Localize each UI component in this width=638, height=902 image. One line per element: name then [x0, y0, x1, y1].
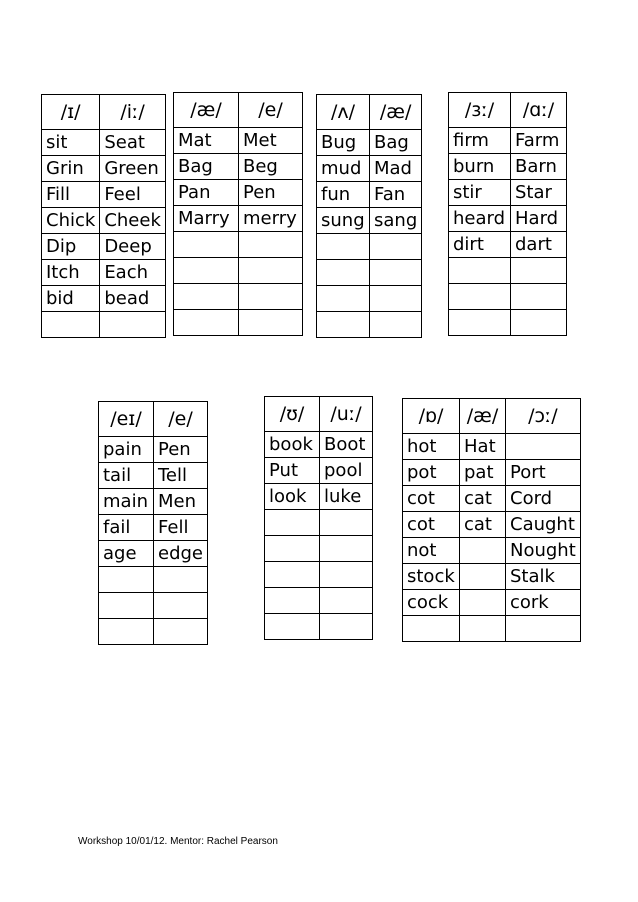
table-cell: Seat	[100, 130, 166, 156]
table-row	[449, 180, 567, 206]
table-cell: Star	[511, 180, 567, 206]
table-row	[449, 128, 567, 154]
table-row	[174, 284, 303, 310]
table-cell: main	[99, 489, 154, 515]
table-cell	[320, 614, 373, 640]
table-cell	[154, 567, 208, 593]
table-cell	[317, 234, 370, 260]
table-cell: merry	[239, 206, 303, 232]
table-cell: sit	[42, 130, 100, 156]
table-row	[42, 156, 166, 182]
table-cell: mud	[317, 156, 370, 182]
table-cell: Put	[265, 458, 320, 484]
table-cell	[174, 284, 239, 310]
table-cell	[506, 616, 581, 642]
table-cell: dart	[511, 232, 567, 258]
table-row	[265, 562, 373, 588]
table-cell: Bag	[174, 154, 239, 180]
table-cell	[460, 538, 506, 564]
table-cell: bead	[100, 286, 166, 312]
table-cell	[239, 284, 303, 310]
table-cell: pool	[320, 458, 373, 484]
table-cell: Green	[100, 156, 166, 182]
column-header: /ɑː/	[511, 93, 567, 128]
table-cell	[265, 588, 320, 614]
table-row	[174, 258, 303, 284]
column-header: /æ/	[174, 93, 239, 128]
table-cell	[460, 564, 506, 590]
column-header: /iː/	[100, 95, 166, 130]
table-cell	[320, 588, 373, 614]
table-cell: cat	[460, 486, 506, 512]
table-row	[403, 460, 581, 486]
table-cell: Pen	[154, 437, 208, 463]
table-cell	[174, 310, 239, 336]
vowel-table-u-a	[316, 94, 422, 338]
table-row	[265, 432, 373, 458]
table-cell	[449, 258, 511, 284]
table-cell: pain	[99, 437, 154, 463]
table-cell: Hard	[511, 206, 567, 232]
table-cell	[174, 232, 239, 258]
table-cell	[320, 510, 373, 536]
table-cell: cat	[460, 512, 506, 538]
table-cell: Bag	[370, 130, 422, 156]
table-cell	[99, 619, 154, 645]
table-cell	[265, 614, 320, 640]
column-header: /uː/	[320, 397, 373, 432]
table-cell: Beg	[239, 154, 303, 180]
table-cell: firm	[449, 128, 511, 154]
table-cell	[239, 258, 303, 284]
table-row	[42, 286, 166, 312]
table-cell: fail	[99, 515, 154, 541]
table-cell	[99, 593, 154, 619]
table-cell: Deep	[100, 234, 166, 260]
table-cell	[154, 619, 208, 645]
table-row	[174, 310, 303, 336]
table-cell	[370, 312, 422, 338]
column-header: /ɔː/	[506, 399, 581, 434]
table-cell: Fill	[42, 182, 100, 208]
table-cell	[511, 258, 567, 284]
table-row	[174, 206, 303, 232]
table-cell: Grin	[42, 156, 100, 182]
table-cell: burn	[449, 154, 511, 180]
footer-text: Workshop 10/01/12. Mentor: Rachel Pearson	[78, 836, 278, 847]
column-header: /e/	[239, 93, 303, 128]
table-row	[99, 541, 208, 567]
table-row	[99, 463, 208, 489]
table-cell: Barn	[511, 154, 567, 180]
table-row	[174, 232, 303, 258]
table-row	[403, 616, 581, 642]
table-cell	[154, 593, 208, 619]
table-cell: tail	[99, 463, 154, 489]
table-row	[42, 182, 166, 208]
table-row	[265, 510, 373, 536]
table-row	[317, 208, 422, 234]
table-cell: cot	[403, 512, 460, 538]
table-cell: stock	[403, 564, 460, 590]
table-cell	[265, 510, 320, 536]
table-row	[99, 515, 208, 541]
column-header: /ɪ/	[42, 95, 100, 130]
table-row	[403, 434, 581, 460]
table-cell	[239, 232, 303, 258]
table-row	[403, 538, 581, 564]
table-row	[317, 312, 422, 338]
table-cell: heard	[449, 206, 511, 232]
table-cell: Marry	[174, 206, 239, 232]
table-row	[403, 564, 581, 590]
table-cell	[265, 562, 320, 588]
table-cell: Hat	[460, 434, 506, 460]
table-cell: fun	[317, 182, 370, 208]
table-row	[403, 486, 581, 512]
table-cell: pot	[403, 460, 460, 486]
table-cell	[317, 286, 370, 312]
column-header: /ɜː/	[449, 93, 511, 128]
table-cell: Caught	[506, 512, 581, 538]
vowel-table-oo-uu	[264, 396, 373, 640]
table-row	[99, 619, 208, 645]
table-cell	[317, 260, 370, 286]
vowel-table-ei-e	[98, 401, 208, 645]
table-cell: Cord	[506, 486, 581, 512]
table-cell	[174, 258, 239, 284]
table-row	[317, 156, 422, 182]
table-cell	[403, 616, 460, 642]
table-cell: Mad	[370, 156, 422, 182]
table-row	[449, 232, 567, 258]
vowel-table-i-ee	[41, 94, 166, 338]
vowel-table-o-a-or	[402, 398, 581, 642]
table-cell: Met	[239, 128, 303, 154]
vowel-table-er-ar	[448, 92, 567, 336]
table-cell: Each	[100, 260, 166, 286]
table-cell: cock	[403, 590, 460, 616]
table-cell: Nought	[506, 538, 581, 564]
table-cell	[320, 536, 373, 562]
table-row	[265, 484, 373, 510]
table-cell	[511, 284, 567, 310]
table-cell: Cheek	[100, 208, 166, 234]
table-row	[99, 437, 208, 463]
table-cell: Bug	[317, 130, 370, 156]
table-cell	[460, 616, 506, 642]
table-cell: cork	[506, 590, 581, 616]
table-cell: Men	[154, 489, 208, 515]
table-cell: Tell	[154, 463, 208, 489]
table-cell	[317, 312, 370, 338]
column-header: /æ/	[370, 95, 422, 130]
table-cell: stir	[449, 180, 511, 206]
table-cell	[370, 260, 422, 286]
table-cell: hot	[403, 434, 460, 460]
table-cell	[265, 536, 320, 562]
table-cell	[100, 312, 166, 338]
table-cell: Fell	[154, 515, 208, 541]
table-row	[449, 310, 567, 336]
table-cell	[449, 284, 511, 310]
table-cell	[511, 310, 567, 336]
column-header: /ʌ/	[317, 95, 370, 130]
table-cell	[449, 310, 511, 336]
table-row	[265, 458, 373, 484]
table-cell: pat	[460, 460, 506, 486]
table-cell	[370, 234, 422, 260]
table-row	[174, 154, 303, 180]
table-cell: Mat	[174, 128, 239, 154]
table-row	[42, 312, 166, 338]
table-cell: Stalk	[506, 564, 581, 590]
table-cell: Chick	[42, 208, 100, 234]
table-cell: look	[265, 484, 320, 510]
table-cell: bid	[42, 286, 100, 312]
table-cell: sang	[370, 208, 422, 234]
table-cell	[370, 286, 422, 312]
table-cell: Fan	[370, 182, 422, 208]
table-row	[449, 258, 567, 284]
table-cell: Pan	[174, 180, 239, 206]
table-row	[317, 286, 422, 312]
column-header: /ʊ/	[265, 397, 320, 432]
table-row	[42, 234, 166, 260]
table-row	[99, 489, 208, 515]
column-header: /æ/	[460, 399, 506, 434]
table-cell: Farm	[511, 128, 567, 154]
table-cell	[460, 590, 506, 616]
column-header: /ɒ/	[403, 399, 460, 434]
table-cell: cot	[403, 486, 460, 512]
table-row	[317, 130, 422, 156]
table-cell	[99, 567, 154, 593]
table-cell: Port	[506, 460, 581, 486]
vowel-table-a-e	[173, 92, 303, 336]
table-cell: age	[99, 541, 154, 567]
table-cell	[42, 312, 100, 338]
table-cell	[506, 434, 581, 460]
table-cell: not	[403, 538, 460, 564]
table-cell: Feel	[100, 182, 166, 208]
table-row	[42, 208, 166, 234]
table-row	[449, 206, 567, 232]
table-cell: dirt	[449, 232, 511, 258]
table-row	[317, 260, 422, 286]
table-cell: sung	[317, 208, 370, 234]
table-row	[317, 234, 422, 260]
table-row	[99, 593, 208, 619]
table-row	[174, 180, 303, 206]
column-header: /e/	[154, 402, 208, 437]
table-row	[265, 614, 373, 640]
table-row	[449, 284, 567, 310]
table-cell: edge	[154, 541, 208, 567]
table-row	[265, 588, 373, 614]
table-cell: Itch	[42, 260, 100, 286]
table-cell: luke	[320, 484, 373, 510]
table-row	[265, 536, 373, 562]
table-row	[449, 154, 567, 180]
table-row	[403, 512, 581, 538]
table-row	[403, 590, 581, 616]
table-row	[317, 182, 422, 208]
table-row	[42, 260, 166, 286]
table-row	[99, 567, 208, 593]
table-row	[174, 128, 303, 154]
table-cell: book	[265, 432, 320, 458]
table-row	[42, 130, 166, 156]
table-cell	[320, 562, 373, 588]
table-cell: Boot	[320, 432, 373, 458]
table-cell: Dip	[42, 234, 100, 260]
table-cell	[239, 310, 303, 336]
column-header: /eɪ/	[99, 402, 154, 437]
table-cell: Pen	[239, 180, 303, 206]
